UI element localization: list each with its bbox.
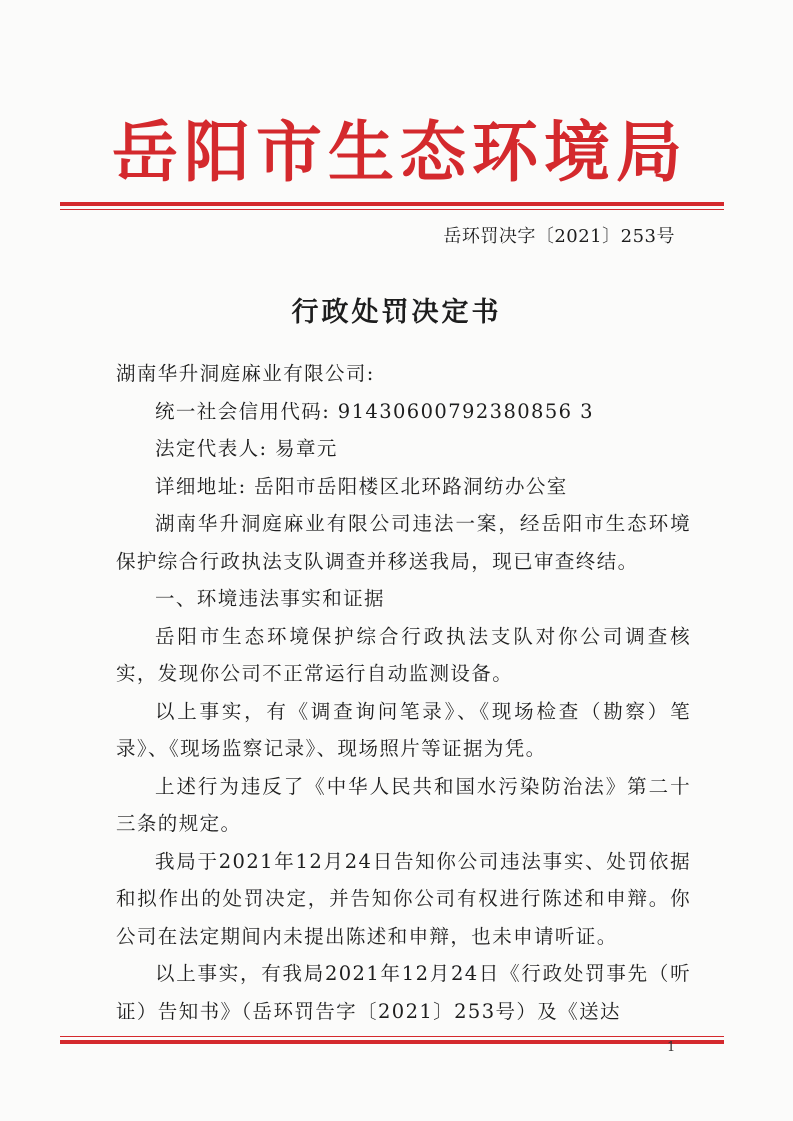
company-address: 详细地址: 岳阳市岳阳楼区北环路洞纺办公室 — [155, 474, 568, 498]
credit-code: 统一社会信用代码: 91430600792380856 3 — [155, 399, 594, 423]
document-number: 岳环罚决字〔2021〕253号 — [443, 226, 675, 247]
violation-paragraph: 上述行为违反了《中华人民共和国水污染防治法》第二十三条的规定。 — [116, 774, 691, 835]
notice-evidence-paragraph: 以上事实，有我局2021年12月24日《行政处罚事先（听证）告知书》（岳环罚告字〔2021〕253号）及《送达 — [116, 962, 691, 1023]
notice-paragraph: 我局于2021年12月24日告知你公司违法事实、处罚依据和拟作出的处罚决定，并告知你公司有权进行陈述和申辩。你公司在法定期间内未提出陈述和申辩，也未申请听证。 — [116, 849, 691, 948]
footer-rule-thin — [60, 1036, 724, 1037]
document-title: 行政处罚决定书 — [291, 297, 502, 328]
section-heading-facts: 一、环境违法事实和证据 — [155, 587, 385, 610]
page-number: 1 — [667, 1040, 676, 1055]
legal-representative: 法定代表人: 易章元 — [155, 437, 338, 460]
evidence-paragraph: 以上事实，有《调查询问笔录》、《现场检查（勘察）笔录》、《现场监察记录》、现场照片等证据为凭。 — [116, 699, 691, 760]
header-rule-thick — [60, 202, 724, 206]
document-body — [116, 355, 691, 1030]
agency-name: 岳阳市生态环境局 — [112, 113, 688, 191]
header-rule-thin — [60, 209, 724, 210]
case-intro-paragraph: 湖南华升洞庭麻业有限公司违法一案，经岳阳市生态环境保护综合行政执法支队调查并移送我局，现已审查终结。 — [116, 512, 691, 573]
footer-rule-thick — [60, 1040, 724, 1044]
addressee-company: 湖南华升洞庭麻业有限公司: — [116, 362, 375, 385]
investigation-paragraph: 岳阳市生态环境保护综合行政执法支队对你公司调查核实，发现你公司不正常运行自动监测设备。 — [116, 624, 691, 685]
